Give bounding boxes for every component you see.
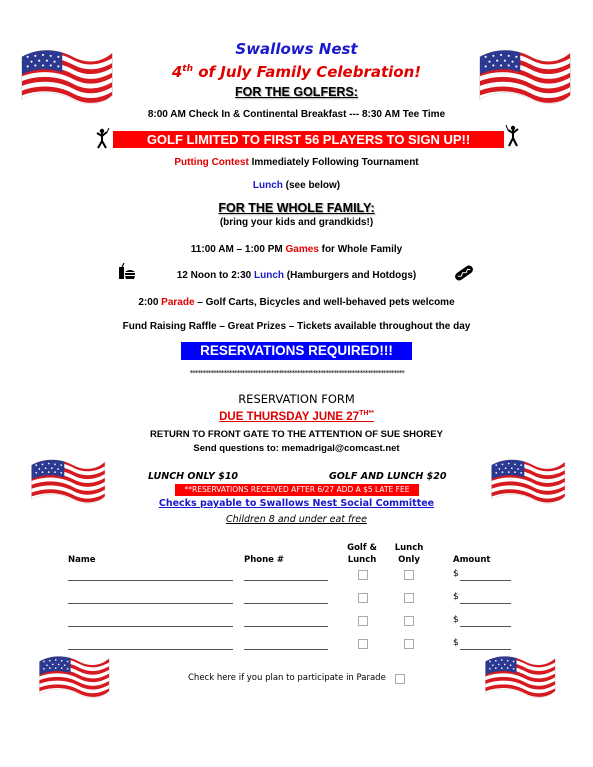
- flag-icon: [484, 650, 558, 704]
- family-lunch-label: Lunch: [254, 270, 284, 281]
- name-field[interactable]: [68, 580, 233, 581]
- parade-label: Parade: [161, 297, 195, 308]
- family-lunch-rest: (Hamburgers and Hotdogs): [284, 270, 417, 281]
- amount-field[interactable]: [460, 649, 511, 650]
- col-header-lunch-only: [389, 542, 429, 566]
- late-fee-banner: **RESERVATIONS RECEIVED AFTER 6/27 ADD A $5 LATE FEE: [175, 484, 419, 496]
- lunch-rest: (see below): [282, 180, 341, 191]
- parade-time: 2:00: [138, 297, 162, 308]
- games-rest: for Whole Family: [318, 244, 403, 255]
- games-line: [0, 244, 593, 255]
- reservations-banner: RESERVATIONS REQUIRED!!!: [181, 342, 412, 360]
- parade-rest: – Golf Carts, Bicycles and well-behaved pets welcome: [194, 297, 455, 308]
- golf-limit-banner: GOLF LIMITED TO FIRST 56 PLAYERS TO SIGN UP!!: [113, 131, 504, 148]
- amount-dollar-sign: $: [453, 592, 459, 602]
- phone-field[interactable]: [244, 580, 328, 581]
- putting-contest-label: Putting Contest: [174, 157, 249, 168]
- children-free: Children 8 and under eat free: [226, 514, 367, 525]
- golf-lunch-checkbox[interactable]: [358, 570, 368, 580]
- name-field[interactable]: [68, 626, 233, 627]
- amount-dollar-sign: $: [453, 615, 459, 625]
- golfer-icon: [94, 128, 110, 150]
- lunch-only-checkbox[interactable]: [404, 616, 414, 626]
- parade-line: [0, 297, 593, 308]
- col-header-phone: Phone #: [244, 555, 285, 565]
- lunch-label: Lunch: [252, 180, 283, 191]
- lunch-only-checkbox[interactable]: [404, 593, 414, 603]
- amount-dollar-sign: $: [453, 638, 459, 648]
- col-header-amount: Amount: [453, 555, 491, 565]
- parade-participation-checkbox[interactable]: [395, 674, 405, 684]
- golf-lunch-checkbox[interactable]: [358, 616, 368, 626]
- subtitle-sup: th: [182, 64, 193, 74]
- due-date-sup: TH**: [359, 410, 374, 417]
- golf-lunch-checkbox[interactable]: [358, 639, 368, 649]
- col-header-golf-lunch-1: Golf &: [347, 543, 377, 553]
- games-label: Games: [285, 244, 319, 255]
- putting-contest-rest: Immediately Following Tournament: [248, 157, 419, 168]
- lunch-only-checkbox[interactable]: [404, 639, 414, 649]
- col-header-lunch-only-2: Only: [398, 555, 420, 565]
- event-title: Swallows Nest: [235, 40, 358, 58]
- form-questions: Send questions to: memadrigal@comcast.net: [193, 443, 400, 454]
- lunch-only-checkbox[interactable]: [404, 570, 414, 580]
- phone-field[interactable]: [244, 649, 328, 650]
- putting-contest-line: [0, 157, 593, 168]
- price-lunch-only: LUNCH ONLY $10: [148, 471, 239, 482]
- golfers-lunch-line: [0, 180, 593, 191]
- checks-payable: Checks payable to Swallows Nest Social Committee: [158, 498, 435, 509]
- divider-line: **********************************************************************************: [189, 369, 404, 377]
- family-lunch-line: [0, 270, 593, 281]
- col-header-lunch-only-1: Lunch: [394, 543, 424, 553]
- family-lunch-time: 12 Noon to 2:30: [176, 270, 254, 281]
- event-subtitle: [0, 63, 593, 81]
- golfers-heading: FOR THE GOLFERS:: [235, 85, 358, 99]
- name-field[interactable]: [68, 649, 233, 650]
- golf-lunch-checkbox[interactable]: [358, 593, 368, 603]
- family-heading: FOR THE WHOLE FAMILY:: [218, 201, 375, 215]
- name-field[interactable]: [68, 603, 233, 604]
- amount-field[interactable]: [460, 603, 511, 604]
- form-title: RESERVATION FORM: [238, 392, 355, 406]
- price-golf-lunch: GOLF AND LUNCH $20: [329, 471, 447, 482]
- flag-icon: [38, 650, 112, 704]
- subtitle-number: 4: [171, 63, 183, 81]
- col-header-golf-lunch: [342, 542, 382, 566]
- due-date-text: DUE THURSDAY JUNE 27: [219, 410, 360, 423]
- amount-dollar-sign: $: [453, 569, 459, 579]
- phone-field[interactable]: [244, 626, 328, 627]
- phone-field[interactable]: [244, 603, 328, 604]
- raffle-line: Fund Raising Raffle – Great Prizes – Tickets available throughout the day: [122, 321, 471, 332]
- family-subheading: (bring your kids and grandkids!): [219, 217, 374, 228]
- col-header-golf-lunch-2: Lunch: [347, 555, 377, 565]
- form-return-instructions: RETURN TO FRONT GATE TO THE ATTENTION OF SUE SHOREY: [150, 429, 443, 440]
- amount-field[interactable]: [460, 580, 511, 581]
- parade-participation-label: Check here if you plan to participate in Parade: [188, 673, 386, 683]
- col-header-name: Name: [68, 555, 96, 565]
- hotdog-icon: [453, 264, 475, 282]
- golfers-schedule: 8:00 AM Check In & Continental Breakfast --- 8:30 AM Tee Time: [147, 109, 446, 120]
- golfer-icon: [505, 124, 521, 148]
- form-due-date: [0, 410, 593, 423]
- subtitle-rest: of July Family Celebration!: [193, 63, 422, 81]
- games-time: 11:00 AM – 1:00 PM: [190, 244, 286, 255]
- amount-field[interactable]: [460, 626, 511, 627]
